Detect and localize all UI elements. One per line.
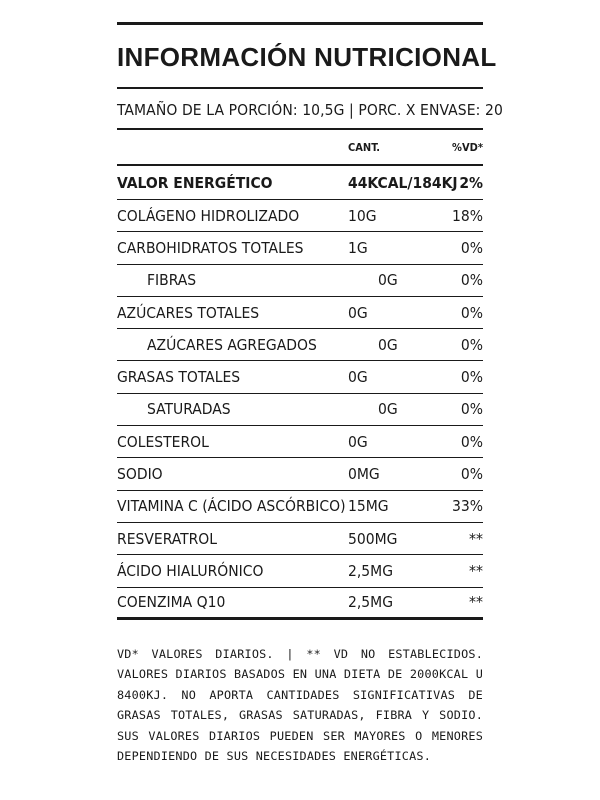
row-name: COLÁGENO HIDROLIZADO bbox=[117, 206, 300, 225]
row-amount: 0MG bbox=[348, 465, 380, 484]
row-amount: 1G bbox=[348, 238, 368, 257]
row-amount: 10G bbox=[348, 206, 377, 225]
row-amount: 2,5MG bbox=[348, 561, 394, 580]
table-header bbox=[117, 130, 483, 166]
row-name: SODIO bbox=[117, 465, 163, 484]
row-name: FIBRAS bbox=[147, 271, 197, 290]
row-name: COENZIMA Q10 bbox=[117, 593, 226, 612]
row-vd: ** bbox=[469, 561, 483, 580]
row-name: RESVERATROL bbox=[117, 529, 218, 548]
table-row bbox=[117, 361, 483, 393]
table-row bbox=[117, 232, 483, 264]
row-vd: 0% bbox=[460, 335, 483, 354]
row-amount: 0G bbox=[348, 303, 368, 322]
row-vd: 0% bbox=[460, 465, 483, 484]
row-name: COLESTEROL bbox=[117, 432, 209, 451]
title-rule bbox=[117, 87, 483, 89]
row-amount: 44KCAL/184KJ bbox=[348, 173, 458, 192]
row-name: AZÚCARES TOTALES bbox=[117, 303, 260, 322]
row-name: SATURADAS bbox=[147, 400, 231, 419]
row-vd: 0% bbox=[460, 400, 483, 419]
nutrition-facts-panel bbox=[117, 22, 503, 767]
table-row bbox=[117, 555, 483, 587]
row-vd: 2% bbox=[459, 173, 483, 192]
table-row bbox=[117, 458, 483, 490]
row-vd: 18% bbox=[452, 206, 483, 225]
row-name: ÁCIDO HIALURÓNICO bbox=[117, 561, 264, 580]
row-vd: 0% bbox=[460, 368, 483, 387]
row-name: AZÚCARES AGREGADOS bbox=[147, 335, 317, 354]
row-amount: 0G bbox=[378, 400, 398, 419]
row-amount: 0G bbox=[348, 432, 368, 451]
row-name: VITAMINA C (ÁCIDO ASCÓRBICO) bbox=[117, 497, 346, 516]
row-amount: 500MG bbox=[348, 529, 398, 548]
row-vd: 33% bbox=[452, 497, 483, 516]
top-rule bbox=[117, 22, 483, 25]
row-vd: 0% bbox=[460, 303, 483, 322]
table-row bbox=[117, 265, 483, 297]
footnote: VD* VALORES DIARIOS. | ** VD NO ESTABLECIDOS. VALORES DIARIOS BASADOS EN UNA DIETA DE 2000KCAL U 8400KJ. NO APORTA CANTIDADES SIGNIFICATIVAS DE GRASAS TOTALES, GRASAS SATURADAS, FIBRA Y SODIO. SUS VALORES DIARIOS PUEDEN SER MAYORES O MENORES DEPENDIENDO DE SUS NECESIDADES ENERGÉTICAS. bbox=[117, 646, 483, 764]
row-vd: ** bbox=[469, 529, 483, 548]
row-name: GRASAS TOTALES bbox=[117, 368, 241, 387]
row-vd: 0% bbox=[460, 432, 483, 451]
table-row bbox=[117, 394, 483, 426]
row-vd: 0% bbox=[460, 271, 483, 290]
table-row bbox=[117, 329, 483, 361]
row-name: VALOR ENERGÉTICO bbox=[117, 173, 273, 192]
table-row bbox=[117, 588, 483, 620]
row-vd: ** bbox=[469, 593, 483, 612]
panel-title: INFORMACIÓN NUTRICIONAL bbox=[117, 42, 497, 72]
row-amount: 15MG bbox=[348, 497, 389, 516]
header-amount: CANT. bbox=[348, 140, 381, 154]
table-row bbox=[117, 200, 483, 232]
row-amount: 0G bbox=[348, 368, 368, 387]
row-vd: 0% bbox=[460, 238, 483, 257]
table-row bbox=[117, 491, 483, 523]
row-amount: 0G bbox=[378, 335, 398, 354]
table-row bbox=[117, 297, 483, 329]
row-amount: 0G bbox=[378, 271, 398, 290]
table-row bbox=[117, 166, 483, 200]
table-row bbox=[117, 523, 483, 555]
serving-info: TAMAÑO DE LA PORCIÓN: 10,5G | PORC. X ENVASE: 20 bbox=[117, 101, 503, 119]
table-row bbox=[117, 426, 483, 458]
row-amount: 2,5MG bbox=[348, 593, 394, 612]
header-vd: %VD* bbox=[452, 140, 483, 154]
row-name: CARBOHIDRATOS TOTALES bbox=[117, 238, 304, 257]
